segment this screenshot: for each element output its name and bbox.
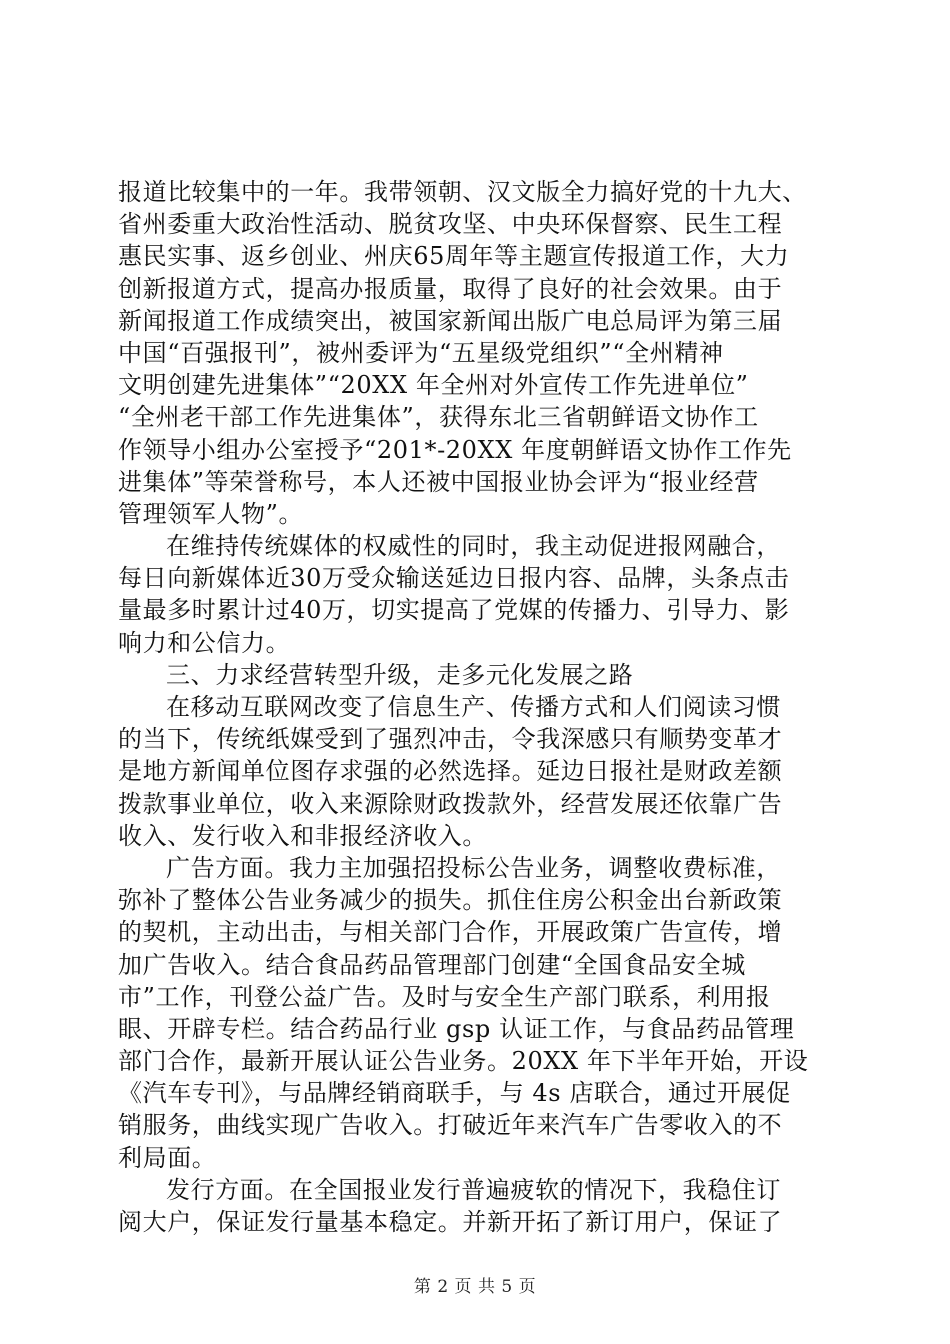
text-line: 中国“百强报刊”，被州委评为“五星级党组织”“全州精神 [118,338,724,367]
text-line: 利局面。 [118,1143,217,1172]
text-line: 管理领军人物”。 [118,499,304,528]
text-line: “全州老干部工作先进集体”，获得东北三省朝鲜语文协作工 [118,403,759,432]
text-line: 眼、开辟专栏。结合药品行业 gsp 认证工作，与食品药品管理 [118,1014,795,1043]
text-line: 收入、发行收入和非报经济收入。 [118,821,487,850]
text-line: 广告方面。我力主加强招投标公告业务，调整收费标准， [166,853,781,882]
text-line: 进集体”等荣誉称号，本人还被中国报业协会评为“报业经营 [118,467,759,496]
page-footer: 第 2 页 共 5 页 [413,1277,537,1297]
text-line: 作领导小组办公室授予“201*-20XX 年度朝鲜语文协作工作先 [118,435,792,464]
text-line: 新闻报道工作成绩突出，被国家新闻出版广电总局评为第三届 [118,306,783,335]
text-line: 拨款事业单位，收入来源除财政拨款外，经营发展还依靠广告 [118,789,783,818]
text-line: 是地方新闻单位图存求强的必然选择。延边日报社是财政差额 [118,757,783,786]
text-line: 加广告收入。结合食品药品管理部门创建“全国食品安全城 [118,950,746,979]
text-line: 量最多时累计过40万，切实提高了党媒的传播力、引导力、影 [118,596,790,625]
text-line: 三、力求经营转型升级，走多元化发展之路 [166,660,634,689]
text-line: 在移动互联网改变了信息生产、传播方式和人们阅读习惯 [166,693,781,721]
text-line: 惠民实事、返乡创业、州庆65周年等主题宣传报道工作，大力 [118,242,790,271]
text-line: 市”工作，刊登公益广告。及时与安全生产部门联系，利用报 [118,982,771,1011]
text-line: 响力和公信力。 [118,628,291,657]
text-line: 创新报道方式，提高办报质量，取得了良好的社会效果。由于 [118,274,783,303]
text-line: 弥补了整体公告业务减少的损失。抓住住房公积金出台新政策 [118,886,783,915]
text-line: 的当下，传统纸媒受到了强烈冲击，令我深感只有顺势变革才 [118,725,783,754]
text-line: 报道比较集中的一年。我带领朝、汉文版全力搞好党的十九大、 [118,178,807,206]
text-line: 发行方面。在全国报业发行普遍疲软的情况下，我稳住订 [166,1175,781,1204]
text-line: 在维持传统媒体的权威性的同时，我主动促进报网融合， [166,532,781,561]
body-text [118,176,834,1238]
text-line: 的契机，主动出击，与相关部门合作，开展政策广告宣传，增 [118,918,783,947]
text-line: 销服务，曲线实现广告收入。打破近年来汽车广告零收入的不 [118,1111,783,1140]
text-line: 部门合作，最新开展认证公告业务。20XX 年下半年开始，开设 [118,1047,809,1076]
text-line: 《汽车专刊》，与品牌经销商联手，与 4s 店联合，通过开展促 [118,1079,791,1108]
text-line: 省州委重大政治性活动、脱贫攻坚、中央环保督察、民生工程 [118,210,783,239]
text-line: 阅大户，保证发行量基本稳定。并新开拓了新订用户，保证了 [118,1208,783,1236]
text-line: 每日向新媒体近30万受众输送延边日报内容、品牌，头条点击 [118,564,790,593]
text-line: 文明创建先进集体”“20XX 年全州对外宣传工作先进单位” [118,371,749,400]
